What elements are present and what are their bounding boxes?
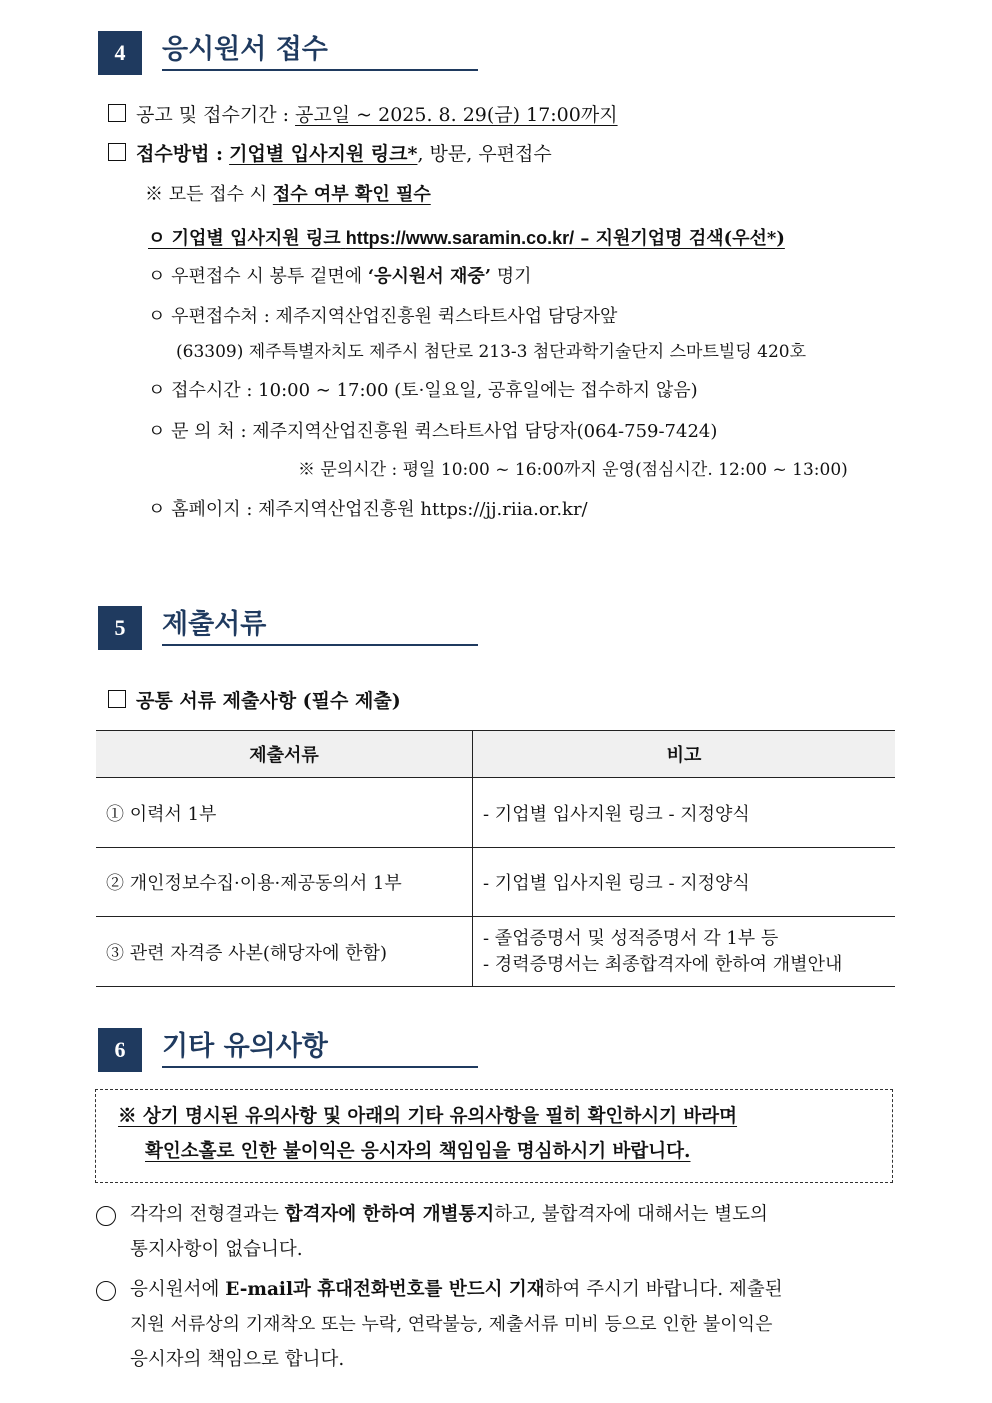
para-2-line-3: 응시자의 책임으로 합니다. <box>130 1349 345 1370</box>
para-1-line-2: 통지사항이 없습니다. <box>130 1239 303 1260</box>
checkbox-square-icon <box>108 143 126 161</box>
section-number: 6 <box>98 1028 142 1072</box>
table-cell-doc: ① 이력서 1부 <box>96 778 473 848</box>
para-2-line-1 <box>130 1277 783 1303</box>
section-title: 기타 유의사항 <box>162 1030 478 1068</box>
para-2-text: 하여 주시기 바랍니다. 제출된 <box>544 1279 783 1300</box>
table-cell-doc: ③ 관련 자격증 사본(해당자에 한함) <box>96 917 473 987</box>
notice-line-1 <box>118 1104 737 1130</box>
para-1-text: 하고, 불합격자에 대해서는 별도의 <box>494 1204 768 1225</box>
homepage-line: ㅇ 홈페이지 : 제주지역산업진흥원 https://jj.riia.or.kr/ <box>148 499 588 520</box>
method-rest: , 방문, 우편접수 <box>417 143 552 165</box>
table-cell-note: - 기업별 입사지원 링크 - 지정양식 <box>473 848 896 917</box>
mail-a: ㅇ 우편접수 시 봉투 겉면에 <box>148 266 363 287</box>
note-bold: 접수 여부 확인 필수 <box>272 184 431 205</box>
circle-bullet-icon <box>96 1206 116 1228</box>
circle-bullet-icon <box>96 1281 116 1303</box>
documents-table <box>96 730 895 987</box>
table-cell-note: - 기업별 입사지원 링크 - 지정양식 <box>473 778 896 848</box>
note-prefix: ※ 모든 접수 시 <box>145 184 268 205</box>
period-line <box>108 102 618 128</box>
table-cell-note <box>473 917 896 987</box>
para-2-line-2: 지원 서류상의 기재착오 또는 누락, 연락불능, 제출서류 미비 등으로 인한 불이익은 <box>130 1314 773 1335</box>
saramin-url[interactable]: https://www.saramin.co.kr/ <box>345 228 575 248</box>
mail-line <box>148 264 532 290</box>
note-line-2: - 경력증명서는 최종합격자에 한하여 개별안내 <box>483 953 843 975</box>
period-value: 공고일 ~ 2025. 8. 29(금) 17:00까지 <box>295 104 618 126</box>
table-header: 비고 <box>473 731 896 778</box>
checkbox-square-icon <box>108 690 126 708</box>
table-row <box>96 917 895 987</box>
para-2-bold: E-mail과 휴대전화번호를 반드시 기재 <box>225 1279 545 1300</box>
para-1-text: 각각의 전형결과는 <box>130 1204 285 1225</box>
mail-bold: ‘응시원서 재중’ <box>367 266 492 287</box>
address-line: ㅇ 우편접수처 : 제주지역산업진흥원 퀵스타트사업 담당자앞 <box>148 306 618 327</box>
para-2-text: 응시원서에 <box>130 1279 226 1300</box>
note-line-1: - 졸업증명서 및 성적증명서 각 1부 등 <box>483 927 779 949</box>
mail-b: 명기 <box>496 266 532 287</box>
section-number: 5 <box>98 606 142 650</box>
note-line <box>145 182 431 208</box>
checkbox-square-icon <box>108 104 126 122</box>
section-title: 응시원서 접수 <box>162 33 478 71</box>
method-line <box>108 141 552 167</box>
contact-line: ㅇ 문 의 처 : 제주지역산업진흥원 퀵스타트사업 담당자(064-759-7424) <box>148 421 718 442</box>
time-line: ㅇ 접수시간 : 10:00 ∼ 17:00 (토·일요일, 공휴일에는 접수하지 않음) <box>148 380 698 401</box>
docs-heading-text: 공통 서류 제출사항 (필수 제출) <box>136 690 401 712</box>
notice-text-2: 확인소홀로 인한 불이익은 응시자의 책임임을 명심하시기 바랍니다. <box>145 1141 691 1162</box>
link-line-a: ㅇ 기업별 입사지원 링크 <box>148 228 341 249</box>
method-label: 접수방법 : <box>136 143 224 165</box>
link-line <box>148 225 785 252</box>
notice-text-1: ※ 상기 명시된 유의사항 및 아래의 기타 유의사항을 필히 확인하시기 바라며 <box>118 1106 738 1127</box>
period-label: 공고 및 접수기간 : <box>136 104 289 126</box>
address-detail: (63309) 제주특별자치도 제주시 첨단로 213-3 첨단과학기술단지 스마트빌딩 420호 <box>176 342 807 362</box>
section-number: 4 <box>98 31 142 75</box>
table-header: 제출서류 <box>96 731 473 778</box>
table-cell-doc: ② 개인정보수집·이용·제공동의서 1부 <box>96 848 473 917</box>
section-title: 제출서류 <box>162 608 478 646</box>
link-line-b: – 지원기업명 검색(우선*) <box>574 228 785 249</box>
table-row <box>96 778 895 848</box>
table-row <box>96 848 895 917</box>
para-1-line-1 <box>130 1202 768 1228</box>
para-1-bold: 합격자에 한하여 개별통지 <box>284 1204 495 1225</box>
method-link: 기업별 입사지원 링크* <box>229 143 418 165</box>
contact-time: ※ 문의시간 : 평일 10:00 ~ 16:00까지 운영(점심시간. 12:00 ~ 13:00) <box>298 460 848 480</box>
notice-line-2 <box>145 1139 690 1165</box>
docs-heading <box>108 688 401 714</box>
